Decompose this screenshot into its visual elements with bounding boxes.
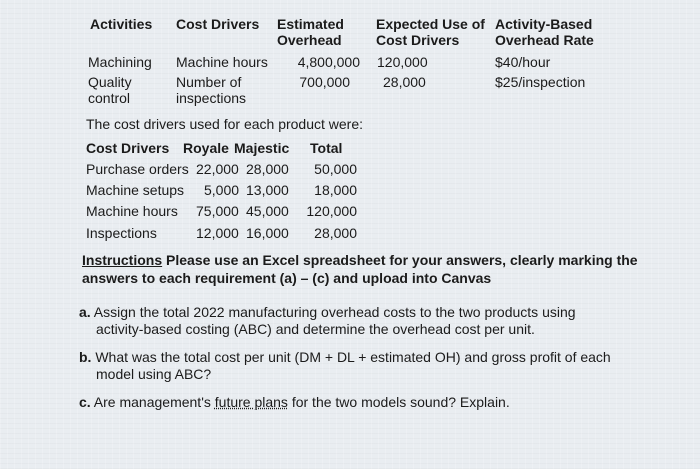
driver-row-label: Machine setups bbox=[86, 182, 185, 198]
question-b-line-2: model using ABC? bbox=[96, 366, 212, 382]
instructions-text-l1: Please use an Excel spreadsheet for your answers, clearly marking the bbox=[162, 252, 638, 268]
question-a-line-1 bbox=[79, 304, 576, 320]
row-quality-estimated: 700,000 bbox=[299, 74, 350, 90]
driver-header-majestic: Majestic bbox=[234, 140, 290, 156]
header-abc-l2: Overhead Rate bbox=[495, 32, 594, 48]
question-b-text-l1: What was the total cost per unit (DM + DL + estimated OH) and gross profit of each bbox=[91, 349, 611, 365]
driver-header-total: Total bbox=[310, 140, 343, 156]
row-machining-estimated: 4,800,000 bbox=[297, 54, 360, 70]
row-machining-rate: $40/hour bbox=[495, 54, 551, 70]
question-c-line bbox=[79, 394, 510, 410]
driver-row-majestic: 16,000 bbox=[246, 225, 289, 241]
driver-row-majestic: 28,000 bbox=[246, 161, 289, 177]
driver-row-royale: 12,000 bbox=[196, 225, 239, 241]
header-abc-l1: Activity-Based bbox=[495, 16, 593, 32]
driver-row-royale: 22,000 bbox=[196, 161, 239, 177]
row-quality-driver-l2: inspections bbox=[176, 90, 247, 106]
question-a-line-2: activity-based costing (ABC) and determine the overhead cost per unit. bbox=[96, 321, 535, 337]
driver-row-label: Purchase orders bbox=[86, 161, 189, 177]
driver-row-majestic: 13,000 bbox=[246, 182, 289, 198]
driver-header-cost-drivers: Cost Drivers bbox=[86, 140, 170, 156]
instructions-line-2: answers to each requirement (a) – (c) and upload into Canvas bbox=[82, 270, 492, 286]
row-quality-activity-l1: Quality bbox=[88, 74, 132, 90]
row-quality-rate: $25/inspection bbox=[495, 74, 586, 90]
row-quality-driver-l1: Number of bbox=[176, 74, 242, 90]
instructions-line-1 bbox=[82, 252, 638, 268]
row-quality-activity-l2: control bbox=[88, 90, 131, 106]
row-machining-expected: 120,000 bbox=[377, 54, 428, 70]
header-estimated-l1: Estimated bbox=[277, 16, 344, 32]
question-c-future-plans-link[interactable]: future plans bbox=[214, 394, 288, 410]
row-machining-activity: Machining bbox=[88, 54, 152, 70]
question-c-letter: c. bbox=[79, 394, 91, 410]
question-a-text-l1: Assign the total 2022 manufacturing overhead costs to the two products using bbox=[90, 304, 576, 320]
intro-text: The cost drivers used for each product were: bbox=[86, 116, 364, 132]
header-estimated-l2: Overhead bbox=[277, 32, 342, 48]
driver-row-total: 120,000 bbox=[306, 203, 357, 219]
header-expected-l2: Cost Drivers bbox=[376, 32, 460, 48]
driver-row-royale: 5,000 bbox=[204, 182, 240, 198]
driver-row-label: Machine hours bbox=[86, 203, 178, 219]
driver-row-total: 28,000 bbox=[314, 225, 357, 241]
row-machining-driver: Machine hours bbox=[176, 54, 268, 70]
driver-row-label: Inspections bbox=[86, 225, 157, 241]
header-activities: Activities bbox=[90, 16, 153, 32]
driver-row-royale: 75,000 bbox=[196, 203, 239, 219]
instructions-label: Instructions bbox=[82, 252, 163, 268]
question-c-pre: Are management's bbox=[90, 394, 215, 410]
question-b-letter: b. bbox=[79, 349, 92, 365]
question-c-post: for the two models sound? Explain. bbox=[287, 394, 510, 410]
driver-row-total: 50,000 bbox=[314, 161, 357, 177]
driver-row-majestic: 45,000 bbox=[246, 203, 289, 219]
row-quality-expected: 28,000 bbox=[383, 74, 426, 90]
question-a-letter: a. bbox=[79, 304, 91, 320]
header-expected-l1: Expected Use of bbox=[376, 16, 485, 32]
question-b-line-1 bbox=[79, 349, 611, 365]
header-cost-drivers: Cost Drivers bbox=[176, 16, 260, 32]
driver-row-total: 18,000 bbox=[314, 182, 357, 198]
driver-header-royale: Royale bbox=[183, 140, 229, 156]
